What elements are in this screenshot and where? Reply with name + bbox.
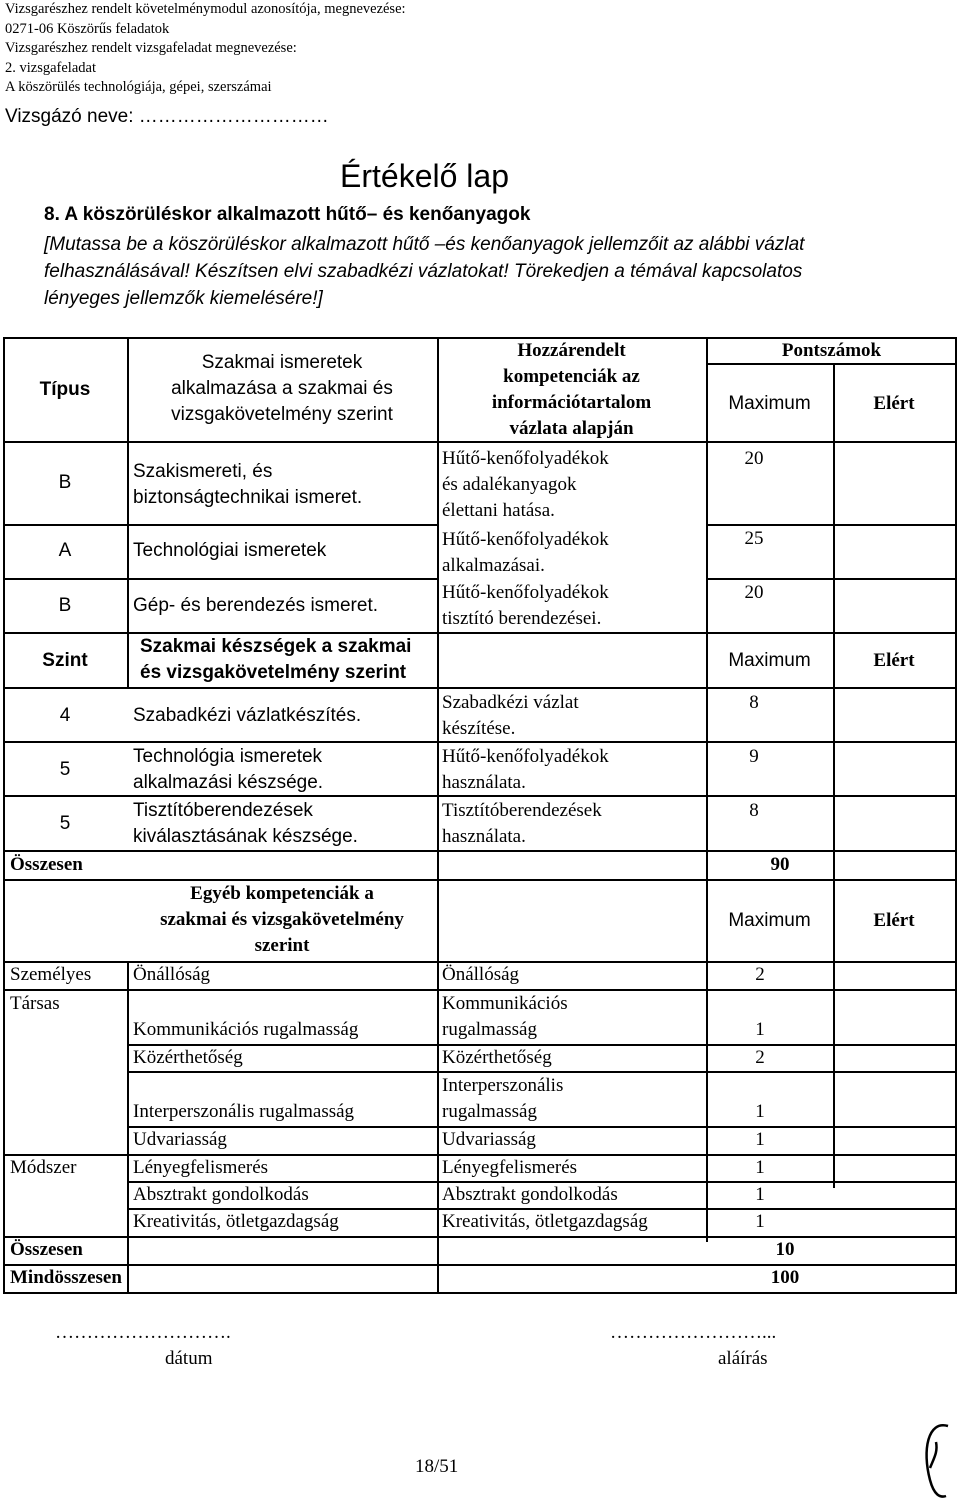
col-head-skills-line: Szakmai készségek a szakmai xyxy=(140,636,412,657)
row-content xyxy=(442,580,609,632)
task-description: [Mutassa be a köszörüléskor alkalmazott hűtő –és kenőanyagok jellemzőit az alábbi vázlat felhasználásával! Készítsen elvi szabadkézi vázlatokat! Törekedjen a témával kapcsolatos lényeges jellemzők kiemelésére!] xyxy=(44,234,805,309)
row-level: 5 xyxy=(59,813,71,834)
header-task-number: 2. vizsgafeladat xyxy=(5,59,96,76)
row-content xyxy=(442,744,609,796)
row-content: Udvariasság xyxy=(442,1129,536,1150)
header-module-label: Vizsgarészhez rendelt követelménymodul azonosítója, megnevezése: xyxy=(5,1,406,17)
row-content-line: Kommunikációs xyxy=(442,993,568,1014)
col-head-level: Szint xyxy=(42,650,88,671)
col-head-content-line: Hozzárendelt xyxy=(517,340,626,361)
row-knowledge xyxy=(133,459,362,511)
col-head-achieved: Elért xyxy=(873,650,915,671)
row-content-line: és adalékanyagok xyxy=(442,474,577,495)
row-content-line: rugalmasság xyxy=(442,1101,537,1122)
col-head-skills-line: és vizsgakövetelmény szerint xyxy=(140,662,407,683)
row-content: Közérthetőség xyxy=(442,1047,552,1068)
row-type: B xyxy=(58,595,72,616)
grand-total-value: 100 xyxy=(770,1267,800,1288)
row-content-line: Hűtő-kenőfolyadékok xyxy=(442,529,609,550)
row-skill: Szabadkézi vázlatkészítés. xyxy=(133,705,362,726)
row-content: Kreativitás, ötletgazdagság xyxy=(442,1211,648,1232)
row-content-line: Tisztítóberendezések xyxy=(442,800,602,821)
signature-dotted-line: ……………………... xyxy=(610,1322,777,1343)
col-head-content-line: információtartalom xyxy=(491,392,652,413)
signature-label: aláírás xyxy=(718,1348,768,1369)
row-max-points: 1 xyxy=(755,1129,765,1150)
row-competence: Kreativitás, ötletgazdagság xyxy=(133,1211,339,1232)
row-max-points: 1 xyxy=(755,1184,765,1205)
col-head-other-line: szakmai és vizsgakövetelmény xyxy=(160,909,404,930)
row-content xyxy=(442,446,609,524)
row-content-line: alkalmazásai. xyxy=(442,555,545,576)
col-head-content-line: vázlata alapján xyxy=(509,418,634,439)
row-level: 5 xyxy=(59,759,71,780)
row-competence: Interperszonális rugalmasság xyxy=(133,1101,355,1122)
row-competence: Lényegfelismerés xyxy=(133,1157,269,1178)
col-head-type: Típus xyxy=(39,379,91,400)
row-max-points: 8 xyxy=(749,692,759,713)
row-skill xyxy=(133,798,358,850)
col-head-other-line: Egyéb kompetenciák a xyxy=(190,883,374,904)
col-head-maximum: Maximum xyxy=(728,393,811,414)
date-label: dátum xyxy=(165,1348,213,1369)
col-head-knowledge-line: vizsgakövetelmény szerint xyxy=(171,404,393,425)
col-head-content-line: kompetenciák az xyxy=(503,366,640,387)
candidate-name-line: Vizsgázó neve: ………………………… xyxy=(5,106,329,127)
row-skill-line: alkalmazási készsége. xyxy=(133,772,324,793)
page-number: 18/51 xyxy=(415,1456,459,1477)
row-skill-line: Technológia ismeretek xyxy=(133,746,323,767)
row-content xyxy=(442,798,602,850)
row-content-line: használata. xyxy=(442,772,526,793)
row-max-points: 1 xyxy=(755,1019,765,1040)
col-head-achieved: Elért xyxy=(873,910,915,931)
row-skill xyxy=(133,744,323,796)
col-head-achieved: Elért xyxy=(873,393,915,414)
col-head-other-competences xyxy=(127,881,437,959)
header-task-name: A köszörülés technológiája, gépei, szerszámai xyxy=(5,79,272,96)
row-category: Módszer xyxy=(10,1157,77,1178)
row-competence: Kommunikációs rugalmasság xyxy=(133,1019,359,1040)
row-skill-line: Tisztítóberendezések xyxy=(133,800,313,821)
row-content: Lényegfelismerés xyxy=(442,1157,578,1178)
row-max-points: 20 xyxy=(744,448,764,469)
date-dotted-line: ………………………. xyxy=(55,1322,231,1343)
row-content-line: Hűtő-kenőfolyadékok xyxy=(442,448,609,469)
row-content-line: rugalmasság xyxy=(442,1019,537,1040)
row-max-points: 9 xyxy=(749,746,759,767)
row-content xyxy=(442,991,568,1043)
subtotal-value: 10 xyxy=(775,1239,795,1260)
col-head-knowledge-line: alkalmazása a szakmai és xyxy=(171,378,393,399)
row-knowledge-line: biztonságtechnikai ismeret. xyxy=(133,487,363,508)
col-head-knowledge xyxy=(127,350,437,428)
header-module-name: 0271-06 Köszörűs feladatok xyxy=(5,20,170,37)
row-max-points: 2 xyxy=(755,1047,765,1068)
col-head-maximum: Maximum xyxy=(728,650,811,671)
col-head-knowledge-line: Szakmai ismeretek xyxy=(201,352,363,373)
row-content-line: Interperszonális xyxy=(442,1075,564,1096)
row-content-line: Hűtő-kenőfolyadékok xyxy=(442,582,609,603)
row-competence: Önállóság xyxy=(133,964,211,985)
header-task-label: Vizsgarészhez rendelt vizsgafeladat megnevezése: xyxy=(5,40,297,57)
row-category: Társas xyxy=(10,993,60,1014)
row-type: A xyxy=(58,540,72,561)
row-max-points: 25 xyxy=(744,528,764,549)
row-max-points: 8 xyxy=(749,800,759,821)
row-max-points: 1 xyxy=(755,1101,765,1122)
row-content-line: élettani hatása. xyxy=(442,500,555,521)
row-content xyxy=(442,527,609,579)
col-head-other-line: szerint xyxy=(254,935,310,956)
row-content: Önállóság xyxy=(442,964,520,985)
row-content-line: készítése. xyxy=(442,718,516,739)
row-knowledge: Gép- és berendezés ismeret. xyxy=(133,595,379,616)
subtotal-label: Összesen xyxy=(10,1239,83,1260)
subtotal-label: Összesen xyxy=(10,854,83,875)
row-max-points: 1 xyxy=(755,1211,765,1232)
row-type: B xyxy=(58,472,72,493)
row-level: 4 xyxy=(59,705,71,726)
row-skill-line: kiválasztásának készsége. xyxy=(133,826,358,847)
row-content-line: tisztító berendezései. xyxy=(442,608,602,629)
handwritten-initial-mark xyxy=(918,1420,958,1502)
row-content: Absztrakt gondolkodás xyxy=(442,1184,618,1205)
row-content xyxy=(442,690,579,742)
row-category: Személyes xyxy=(10,964,92,985)
row-knowledge: Technológiai ismeretek xyxy=(133,540,327,561)
row-competence: Udvariasság xyxy=(133,1129,227,1150)
row-competence: Közérthetőség xyxy=(133,1047,243,1068)
row-content-line: Szabadkézi vázlat xyxy=(442,692,579,713)
subtotal-value: 90 xyxy=(770,854,790,875)
col-head-content xyxy=(437,338,706,442)
row-competence: Absztrakt gondolkodás xyxy=(133,1184,309,1205)
row-content-line: Hűtő-kenőfolyadékok xyxy=(442,746,609,767)
task-heading: 8. A köszörüléskor alkalmazott hűtő– és kenőanyagok xyxy=(44,204,531,225)
col-head-maximum: Maximum xyxy=(728,910,811,931)
row-max-points: 2 xyxy=(755,964,765,985)
row-knowledge-line: Szakismereti, és xyxy=(133,461,273,482)
row-content-line: használata. xyxy=(442,826,526,847)
row-max-points: 20 xyxy=(744,582,764,603)
col-head-skills xyxy=(140,634,411,686)
row-content xyxy=(442,1073,563,1125)
col-head-points: Pontszámok xyxy=(781,340,882,361)
page-title: Értékelő lap xyxy=(340,158,509,194)
row-max-points: 1 xyxy=(755,1157,765,1178)
grand-total-label: Mindösszesen xyxy=(10,1267,122,1288)
